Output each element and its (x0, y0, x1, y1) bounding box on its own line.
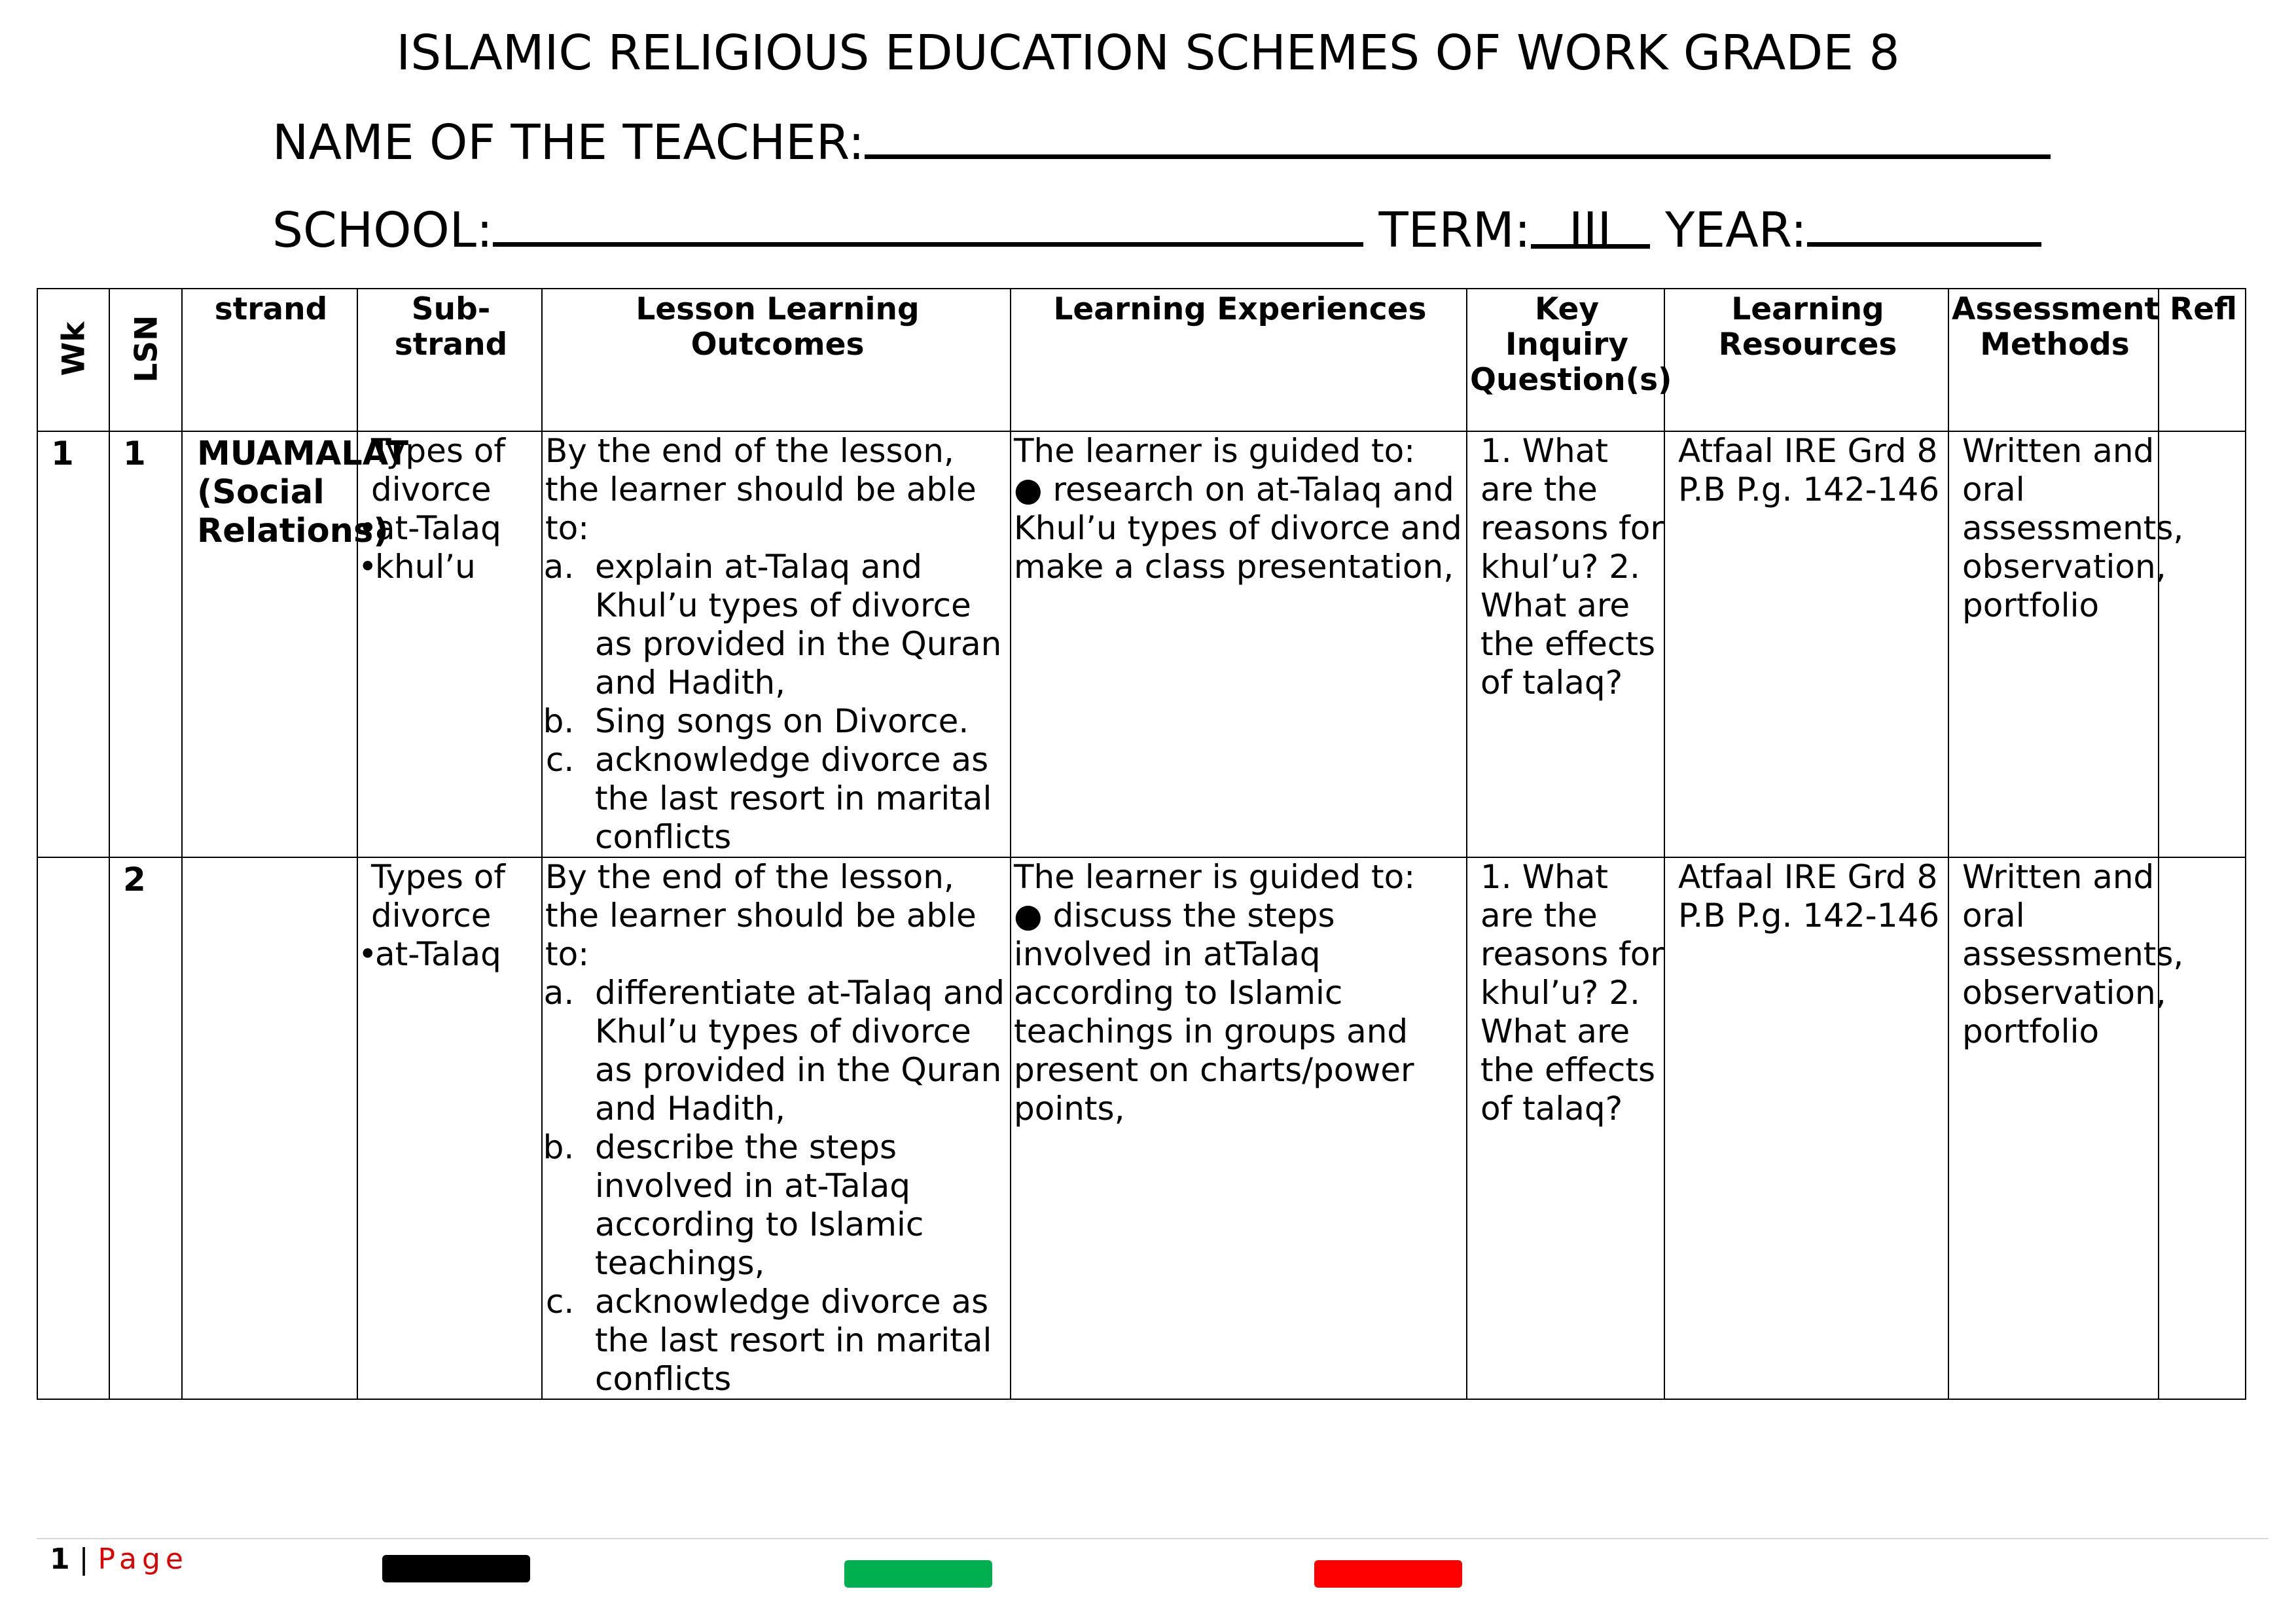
week-cell: 1 (37, 431, 109, 857)
table-row (37, 857, 2246, 1399)
inquiry-cell: 1. What are the reasons for khul’u? 2. What are the effects of talaq? (1467, 857, 1664, 1399)
sub-strand-title: Types of divorce (371, 858, 505, 935)
teacher-label: NAME OF THE TEACHER: (272, 115, 865, 171)
outcome-item: c. acknowledge divorce as the last resort in marital conflicts (595, 1283, 1010, 1399)
strand-cell (182, 857, 357, 1399)
black-bar (382, 1555, 530, 1582)
outcome-item: c. acknowledge divorce as the last resort in marital conflicts (595, 741, 1010, 857)
experiences-intro: The learner is guided to: (1014, 858, 1416, 896)
assessment-cell: Written and oral assessments, observation, portfolio (1948, 431, 2159, 857)
column-header-sub-strand: Sub-strand (357, 289, 542, 431)
year-label: YEAR: (1665, 202, 1807, 259)
column-header-refl: Refl (2159, 289, 2246, 431)
resources-cell: Atfaal IRE Grd 8 P.B P.g. 142-146 (1664, 857, 1948, 1399)
outcome-item: b. describe the steps involved in at-Talaq according to Islamic teachings, (595, 1128, 1010, 1283)
outcomes-cell (542, 857, 1011, 1399)
sub-strand-title: Types of divorce (371, 432, 505, 508)
outcome-item: a. explain at-Talaq and Khul’u types of divorce as provided in the Quran and Hadith, (595, 548, 1010, 702)
column-header-outcomes: Lesson Learning Outcomes (542, 289, 1011, 431)
column-header-experiences: Learning Experiences (1011, 289, 1467, 431)
term-label: TERM: (1378, 202, 1531, 259)
footer-divider (37, 1538, 2269, 1539)
sub-strand-cell (357, 431, 542, 857)
green-bar (844, 1560, 992, 1588)
teacher-name-field[interactable] (865, 111, 2051, 159)
page-footer (50, 1542, 188, 1577)
term-field[interactable]: III (1531, 201, 1650, 249)
lesson-cell: 2 (109, 857, 182, 1399)
outcome-item: a. differentiate at-Talaq and Khul’u types of divorce as provided in the Quran and Hadith, (595, 974, 1010, 1128)
year-field[interactable] (1807, 199, 2041, 247)
strand-cell: MUAMALAT (Social Relations) (182, 431, 357, 857)
table-header-row (37, 289, 2246, 431)
column-header-inquiry: Key Inquiry Question(s) (1467, 289, 1664, 431)
outcomes-intro: By the end of the lesson, the learner should be able to: (545, 858, 977, 973)
experiences-text: ● discuss the steps involved in atTalaq according to Islamic teachings in groups and present on charts/power points, (1014, 897, 1414, 1128)
outcomes-cell (542, 431, 1011, 857)
sub-strand-item: • at-Talaq (358, 935, 541, 974)
outcomes-list (545, 548, 1010, 857)
school-name-field[interactable] (493, 199, 1363, 247)
experiences-text: ● research on at-Talaq and Khul’u types of divorce and make a class presentation, (1014, 471, 1462, 586)
outcomes-list (545, 974, 1010, 1399)
experiences-cell (1011, 431, 1467, 857)
inquiry-cell: 1. What are the reasons for khul’u? 2. What are the effects of talaq? (1467, 431, 1664, 857)
column-header-strand: strand (182, 289, 357, 431)
outcomes-intro: By the end of the lesson, the learner should be able to: (545, 432, 977, 547)
lesson-cell: 1 (109, 431, 182, 857)
outcome-item: b. Sing songs on Divorce. (595, 702, 1010, 741)
teacher-line (272, 111, 2051, 172)
school-label: SCHOOL: (272, 202, 493, 259)
experiences-cell (1011, 857, 1467, 1399)
sub-strand-cell (357, 857, 542, 1399)
page-number: 1 (50, 1543, 70, 1576)
column-header-lsn: LSN (109, 289, 182, 431)
column-header-assessment: Assessment Methods (1948, 289, 2159, 431)
experiences-intro: The learner is guided to: (1014, 432, 1416, 470)
red-bar (1314, 1560, 1462, 1588)
reflection-cell[interactable] (2159, 431, 2246, 857)
resources-cell: Atfaal IRE Grd 8 P.B P.g. 142-146 (1664, 431, 1948, 857)
page-label: Page (98, 1543, 188, 1576)
sub-strand-item: • at-Talaq (358, 509, 541, 548)
column-header-resources: Learning Resources (1664, 289, 1948, 431)
column-header-wk: Wk (37, 289, 109, 431)
assessment-cell: Written and oral assessments, observation, portfolio (1948, 857, 2159, 1399)
table-row (37, 431, 2246, 857)
document-title: ISLAMIC RELIGIOUS EDUCATION SCHEMES OF WORK GRADE 8 (396, 25, 1900, 81)
scheme-of-work-table (37, 288, 2246, 1400)
sub-strand-item: • khul’u (358, 548, 541, 586)
week-cell (37, 857, 109, 1399)
footer-separator: | (79, 1543, 89, 1576)
school-term-year-line (272, 199, 2041, 260)
